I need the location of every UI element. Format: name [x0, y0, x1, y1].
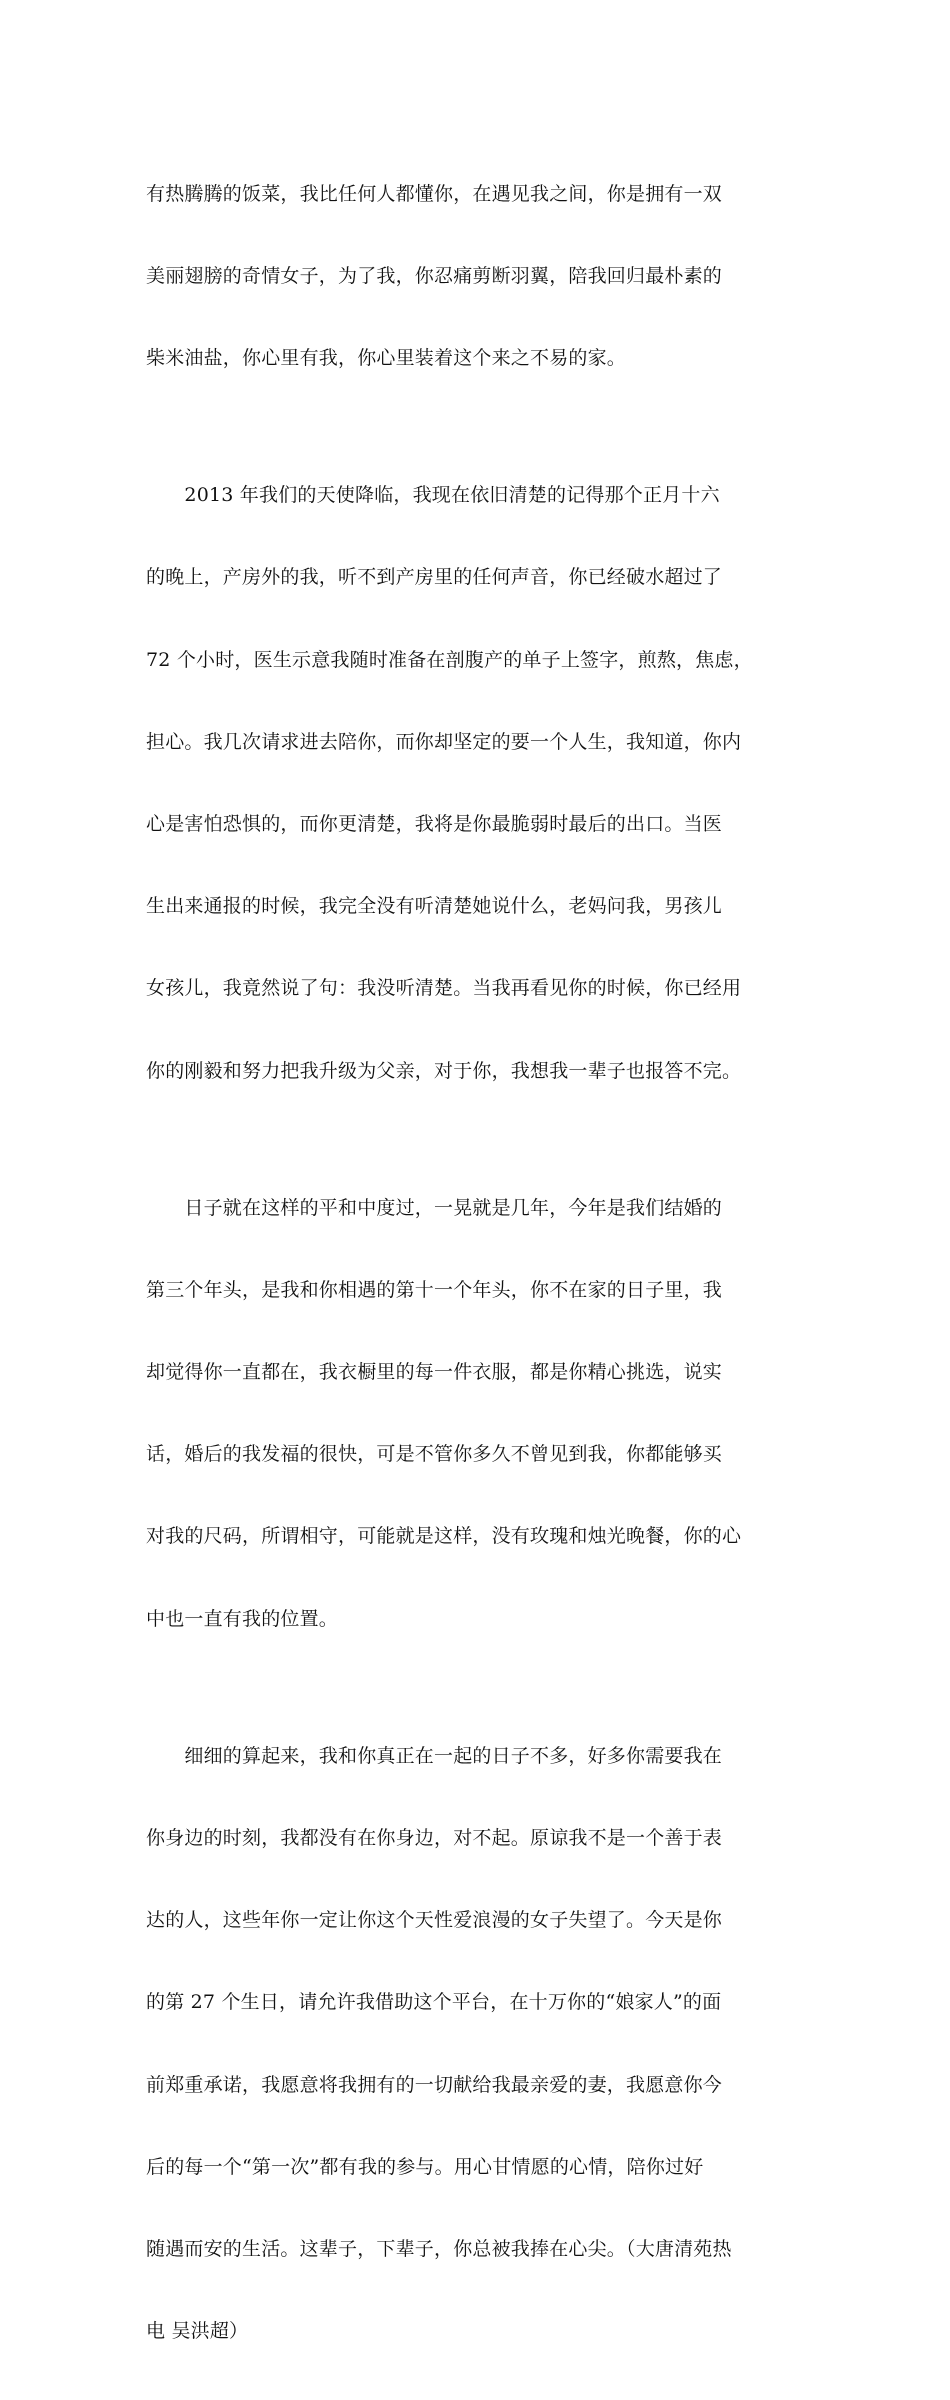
paragraph-1: [146, 126, 810, 427]
text-line: 你身边的时刻，我都没有在你身边，对不起。原谅我不是一个善于表: [146, 1826, 723, 1849]
text-line: 却觉得你一直都在，我衣橱里的每一件衣服，都是你精心挑选，说实: [146, 1361, 723, 1384]
text-line: 随遇而安的生活。这辈子，下辈子，你总被我捧在心尖。（大唐清苑热: [146, 2237, 732, 2260]
text-line: 中也一直有我的位置。: [146, 1607, 339, 1630]
text-line: 前郑重承诺，我愿意将我拥有的一切献给我最亲爱的妻，我愿意你今: [146, 2073, 723, 2096]
text-line: 女孩儿，我竟然说了句：我没听清楚。当我再看见你的时候，你已经用: [146, 977, 742, 1000]
text-line: 心是害怕恐惧的，而你更清楚，我将是你最脆弱时最后的出口。当医: [146, 813, 723, 836]
text-line: 细细的算起来，我和你真正在一起的日子不多，好多你需要我在: [146, 1744, 723, 1767]
text-line: 生出来通报的时候，我完全没有听清楚她说什么，老妈问我，男孩儿: [146, 895, 723, 918]
text-line: 的第 27 个生日，请允许我借助这个平台，在十万你的“娘家人”的面: [146, 1991, 722, 2014]
text-line: 达的人，这些年你一定让你这个天性爱浪漫的女子失望了。今天是你: [146, 1909, 723, 1932]
text-line: 担心。我几次请求进去陪你，而你却坚定的要一个人生，我知道，你内: [146, 730, 742, 753]
text-line: 第三个年头，是我和你相遇的第十一个年头，你不在家的日子里，我: [146, 1278, 723, 1301]
text-line: 美丽翅膀的奇情女子，为了我，你忍痛剪断羽翼，陪我回归最朴素的: [146, 265, 723, 288]
text-line: 话，婚后的我发福的很快，可是不管你多久不曾见到我，你都能够买: [146, 1443, 723, 1466]
text-line: 的晚上，产房外的我，听不到产房里的任何声音，你已经破水超过了: [146, 566, 723, 589]
text-line: 对我的尺码，所谓相守，可能就是这样，没有玫瑰和烛光晚餐，你的心: [146, 1525, 742, 1548]
text-line: 有热腾腾的饭菜，我比任何人都懂你，在遇见我之间，你是拥有一双: [146, 182, 723, 205]
text-line: 电 吴洪超）: [146, 2320, 249, 2343]
text-line: 72 个小时，医生示意我随时准备在剖腹产的单子上签字，煎熬，焦虑，: [146, 648, 753, 671]
text-line: 日子就在这样的平和中度过，一晃就是几年，今年是我们结婚的: [146, 1196, 723, 1219]
paragraph-2: [146, 427, 810, 1139]
text-line: 2013 年我们的天使降临，我现在依旧清楚的记得那个正月十六: [146, 484, 720, 507]
paragraph-3: [146, 1140, 810, 1688]
text-line: 后的每一个“第一次”都有我的参与。用心甘情愿的心情，陪你过好: [146, 2155, 704, 2178]
text-line: 柴米油盐，你心里有我，你心里装着这个来之不易的家。: [146, 347, 627, 370]
text-line: 你的刚毅和努力把我升级为父亲，对于你，我想我一辈子也报答不完。: [146, 1059, 742, 1082]
paragraph-4: [146, 1688, 810, 2400]
article-body: [146, 126, 810, 2400]
